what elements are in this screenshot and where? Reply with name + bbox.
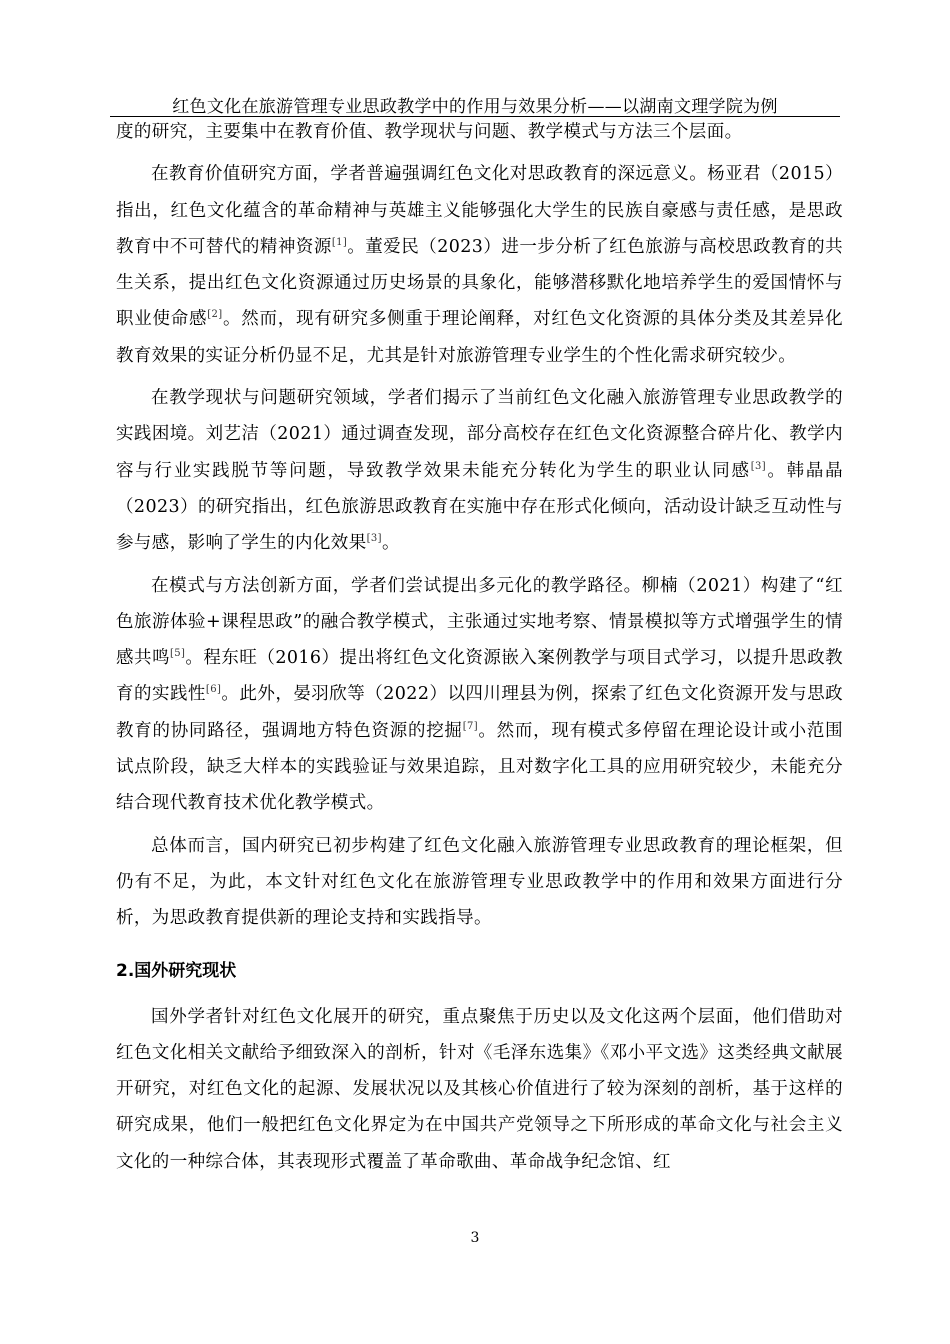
- paragraph-text: 在教学现状与问题研究领域，学者们揭示了当前红色文化融入旅游管理专业思政教学的实践困境。刘艺洁（2021）通过调查发现，部分高校存在红色文化资源整合碎片化、教学内容与行业实践脱节等问题，导致教学效果未能充分转化为学生的职业认同感: [116, 388, 843, 481]
- paragraph-text: 国外学者针对红色文化展开的研究，重点聚焦于历史以及文化这两个层面，他们借助对红色文化相关文献给予细致深入的剖析，针对《毛泽东选集》《邓小平文选》这类经典文献展开研究，对红色文化的起源、发展状况以及其核心价值进行了较为深刻的剖析，基于这样的研究成果，他们一般把红色文化界定为在中国共产党领导之下所形成的革命文化与社会主义文化的一种综合体，其表现形式覆盖了革命歌曲、革命战争纪念馆、红: [116, 1006, 843, 1172]
- citation-marker: [7]: [462, 720, 479, 732]
- running-header-title: 红色文化在旅游管理专业思政教学中的作用与效果分析——以湖南文理学院为例: [172, 97, 778, 117]
- citation-marker: [5]: [169, 648, 186, 660]
- page-body: [116, 114, 843, 1186]
- citation-marker: [6]: [205, 684, 222, 696]
- paragraph-text: 在模式与方法创新方面，学者们尝试提出多元化的教学路径。柳楠（2021）构建了“红色旅游体验+课程思政”的融合教学模式，主张通过实地考察、情景模拟等方式增强学生的情感共鸣: [116, 575, 843, 669]
- body-paragraph: [116, 999, 843, 1180]
- paragraph-text: 度的研究，主要集中在教育价值、教学现状与问题、教学模式与方法三个层面。: [116, 122, 743, 142]
- section-number: 2.: [116, 960, 135, 981]
- citation-marker: [1]: [331, 236, 348, 248]
- paragraph-text: 。然而，现有模式多停留在理论设计或小范围试点阶段，缺乏大样本的实践验证与效果追踪，且对数字化工具的应用研究较少，未能充分结合现代教育技术优化教学模式。: [116, 720, 843, 814]
- page-number: 3: [470, 1230, 480, 1246]
- paragraph-text: 。韩晶晶（2023）的研究指出，红色旅游思政教育在实施中存在形式化倾向，活动设计缺乏互动性与参与感，影响了学生的内化效果: [116, 460, 843, 554]
- citation-marker: [3]: [366, 533, 382, 545]
- body-paragraph: [116, 828, 843, 937]
- paragraph-text: 在教育价值研究方面，学者普遍强调红色文化对思政教育的深远意义。杨亚君（2015）指出，红色文化蕴含的革命精神与英雄主义能够强化大学生的民族自豪感与责任感，是思政教育中不可替代的精神资源: [116, 164, 843, 257]
- section-title: 国外研究现状: [134, 960, 237, 981]
- paragraph-text: 。: [381, 533, 400, 554]
- citation-marker: [3]: [750, 460, 767, 472]
- body-paragraph: [116, 568, 843, 822]
- paragraph-text: 。然而，现有研究多侧重于理论阐释，对红色文化资源的具体分类及其差异化教育效果的实证分析仍显不足，尤其是针对旅游管理专业学生的个性化需求研究较少。: [116, 309, 843, 366]
- citation-marker: [2]: [207, 309, 223, 321]
- paragraph-text: 总体而言，国内研究已初步构建了红色文化融入旅游管理专业思政教育的理论框架，但仍有不足，为此，本文针对红色文化在旅游管理专业思政教学中的作用和效果方面进行分析，为思政教育提供新的理论支持和实践指导。: [116, 835, 843, 929]
- running-header: [110, 90, 840, 117]
- paragraph-text: 。此外，晏羽欣等（2022）以四川理县为例，探索了红色文化资源开发与思政教育的协同路径，强调地方特色资源的挖掘: [116, 684, 843, 741]
- section-heading: [116, 953, 843, 989]
- body-paragraph: [116, 156, 843, 374]
- body-paragraph: [116, 380, 843, 561]
- body-paragraph: [116, 114, 843, 150]
- paragraph-text: 。董爱民（2023）进一步分析了红色旅游与高校思政教育的共生关系，提出红色文化资源通过历史场景的具象化，能够潜移默化地培养学生的爱国情怀与职业使命感: [116, 236, 843, 330]
- paragraph-text: 。程东旺（2016）提出将红色文化资源嵌入案例教学与项目式学习，以提升思政教育的实践性: [116, 648, 843, 705]
